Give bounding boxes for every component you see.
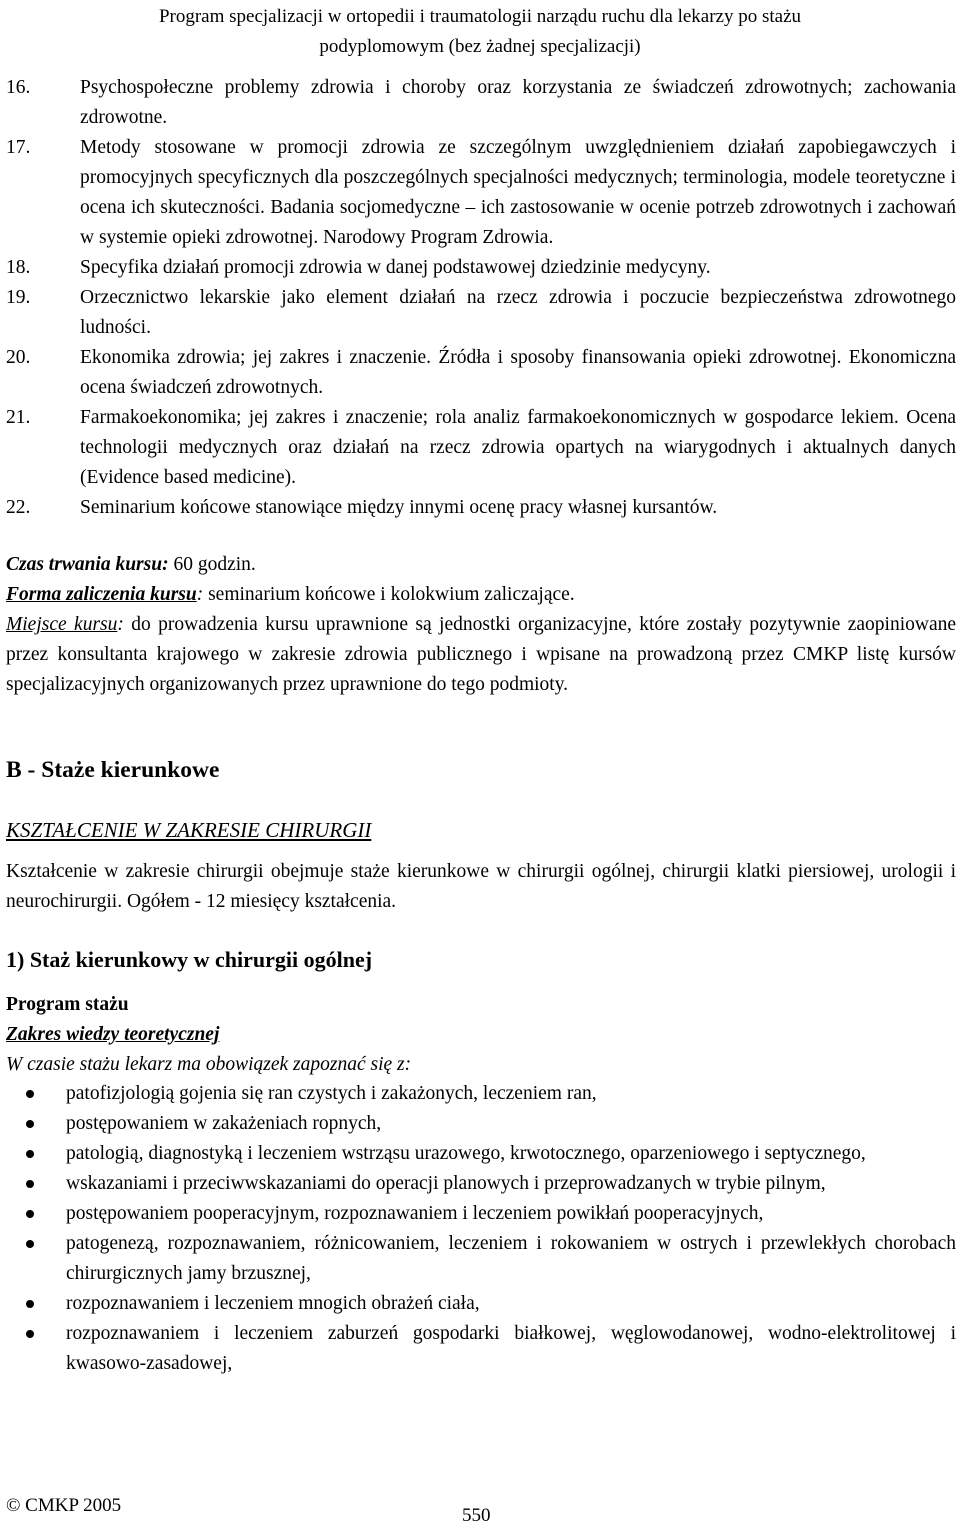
list-item <box>6 493 956 523</box>
list-item <box>6 133 956 253</box>
header-line-1: Program specjalizacji w ortopedii i traumatologii narządu ruchu dla lekarzy po stażu <box>158 6 802 27</box>
item-text: Psychospołeczne problemy zdrowia i choroby oraz korzystania ze świadczeń zdrowotnych; zachowania zdrowotne. <box>80 77 956 128</box>
course-info <box>6 550 956 700</box>
item-text: Seminarium końcowe stanowiące między innymi ocenę pracy własnej kursantów. <box>80 497 718 518</box>
topics-list <box>6 1079 956 1379</box>
bullet-icon <box>6 1139 66 1169</box>
item-number: 22. <box>6 497 31 518</box>
item-text: Orzecznictwo lekarskie jako element działań na rzecz zdrowia i poczucie bezpieczeństwa zdrowotnego ludności. <box>80 287 956 338</box>
section-b-heading: B - Staże kierunkowe <box>6 757 220 783</box>
list-item <box>6 283 956 343</box>
item-text: Specyfika działań promocji zdrowia w danej podstawowej dziedzinie medycyny. <box>80 257 711 278</box>
bullet-icon <box>6 1319 66 1379</box>
duration-value: 60 godzin. <box>168 554 256 575</box>
list-item <box>6 1079 956 1109</box>
course-form <box>6 580 956 610</box>
footer-copyright: © CMKP 2005 <box>6 1495 122 1516</box>
item-number: 17. <box>6 137 31 158</box>
bullet-text: patogenezą, rozpoznawaniem, różnicowaniem, leczeniem i rokowaniem w ostrych i przewlekłych chorobach chirurgicznych jamy brzusznej, <box>66 1233 956 1284</box>
list-item <box>6 1169 956 1199</box>
place-colon: : <box>117 614 124 635</box>
section-b-subheading: KSZTAŁCENIE W ZAKRESIE CHIRURGII <box>6 818 372 842</box>
list-item <box>6 343 956 403</box>
item-text: Farmakoekonomika; jej zakres i znaczenie; rola analiz farmakoekonomicznych w gospodarce lekiem. Ocena technologii medycznych oraz działań na rzecz zdrowia opartych na wiarygodnych i aktualnych danych (Evidence based medicine). <box>80 407 956 488</box>
item-number: 16. <box>6 77 31 98</box>
list-item <box>6 73 956 133</box>
bullet-text: patologią, diagnostyką i leczeniem wstrząsu urazowego, krwotocznego, oparzeniowego i septycznego, <box>66 1143 866 1164</box>
item-number: 21. <box>6 407 31 428</box>
course-place <box>6 610 956 700</box>
bullet-text: rozpoznawaniem i leczeniem zaburzeń gospodarki białkowej, węglowodanowej, wodno-elektrolitowej i kwasowo-zasadowej, <box>66 1323 956 1374</box>
bullet-text: postępowaniem w zakażeniach ropnych, <box>66 1113 382 1134</box>
staz1-program <box>6 990 956 1080</box>
numbered-list <box>6 73 956 523</box>
list-item <box>6 1319 956 1379</box>
staz1-heading: 1) Staż kierunkowy w chirurgii ogólnej <box>6 947 373 972</box>
place-value: do prowadzenia kursu uprawnione są jednostki organizacyjne, które zostały pozytywnie zaopiniowane przez konsultanta krajowego w zakresie zdrowia publicznego i wpisane na prowadzoną przez CMKP listę kursów specjalizacyjnych organizowanych przez uprawnione do tego podmioty. <box>6 614 956 695</box>
header-line-2: podyplomowym (bez żadnej specjalizacji) <box>319 36 641 57</box>
item-number: 18. <box>6 257 31 278</box>
bullet-icon <box>6 1199 66 1229</box>
bullet-text: postępowaniem pooperacyjnym, rozpoznawaniem i leczeniem powikłań pooperacyjnych, <box>66 1203 764 1224</box>
bullet-text: wskazaniami i przeciwwskazaniami do operacji planowych i przeprowadzanych w trybie pilnym, <box>66 1173 826 1194</box>
item-text: Ekonomika zdrowia; jej zakres i znaczenie. Źródła i sposoby finansowania opieki zdrowotnej. Ekonomiczna ocena świadczeń zdrowotnych. <box>80 347 956 398</box>
program-label: Program stażu <box>6 994 129 1015</box>
list-item <box>6 253 956 283</box>
bullet-text: patofizjologią gojenia się ran czystych i zakażonych, leczeniem ran, <box>66 1083 597 1104</box>
page-header <box>0 2 960 62</box>
bullet-icon <box>6 1079 66 1109</box>
duration-label: Czas trwania kursu: <box>6 554 169 575</box>
list-item <box>6 1109 956 1139</box>
page-number: 550 <box>462 1505 491 1526</box>
item-number: 19. <box>6 287 31 308</box>
bullet-icon <box>6 1229 66 1289</box>
lead-text: W czasie stażu lekarz ma obowiązek zapoznać się z: <box>6 1054 412 1075</box>
place-label: Miejsce kursu <box>6 614 118 635</box>
bullet-icon <box>6 1109 66 1139</box>
bullet-text: rozpoznawaniem i leczeniem mnogich obrażeń ciała, <box>66 1293 480 1314</box>
list-item <box>6 1289 956 1319</box>
bullet-icon <box>6 1169 66 1199</box>
form-label: Forma zaliczenia kursu <box>6 584 197 605</box>
bullet-icon <box>6 1289 66 1319</box>
list-item <box>6 1199 956 1229</box>
course-duration <box>6 550 956 580</box>
form-colon: : <box>196 584 204 605</box>
form-value: seminarium końcowe i kolokwium zaliczające. <box>203 584 575 605</box>
item-number: 20. <box>6 347 31 368</box>
list-item <box>6 403 956 493</box>
section-b-intro: Kształcenie w zakresie chirurgii obejmuje staże kierunkowe w chirurgii ogólnej, chirurgii klatki piersiowej, urologii i neurochirurgii. Ogółem - 12 miesięcy kształcenia. <box>6 861 956 912</box>
item-text: Metody stosowane w promocji zdrowia ze szczególnym uwzględnieniem działań zapobiegawczych i promocyjnych specyficznych dla poszczególnych specjalności medycznych; terminologia, modele teoretyczne i ocena ich skuteczności. Badania socjomedyczne – ich zastosowanie w ocenie potrzeb zdrowotnych i zachowań w systemie opieki zdrowotnej. Narodowy Program Zdrowia. <box>80 137 956 248</box>
list-item <box>6 1139 956 1169</box>
list-item <box>6 1229 956 1289</box>
zakres-label: Zakres wiedzy teoretycznej <box>6 1024 220 1045</box>
